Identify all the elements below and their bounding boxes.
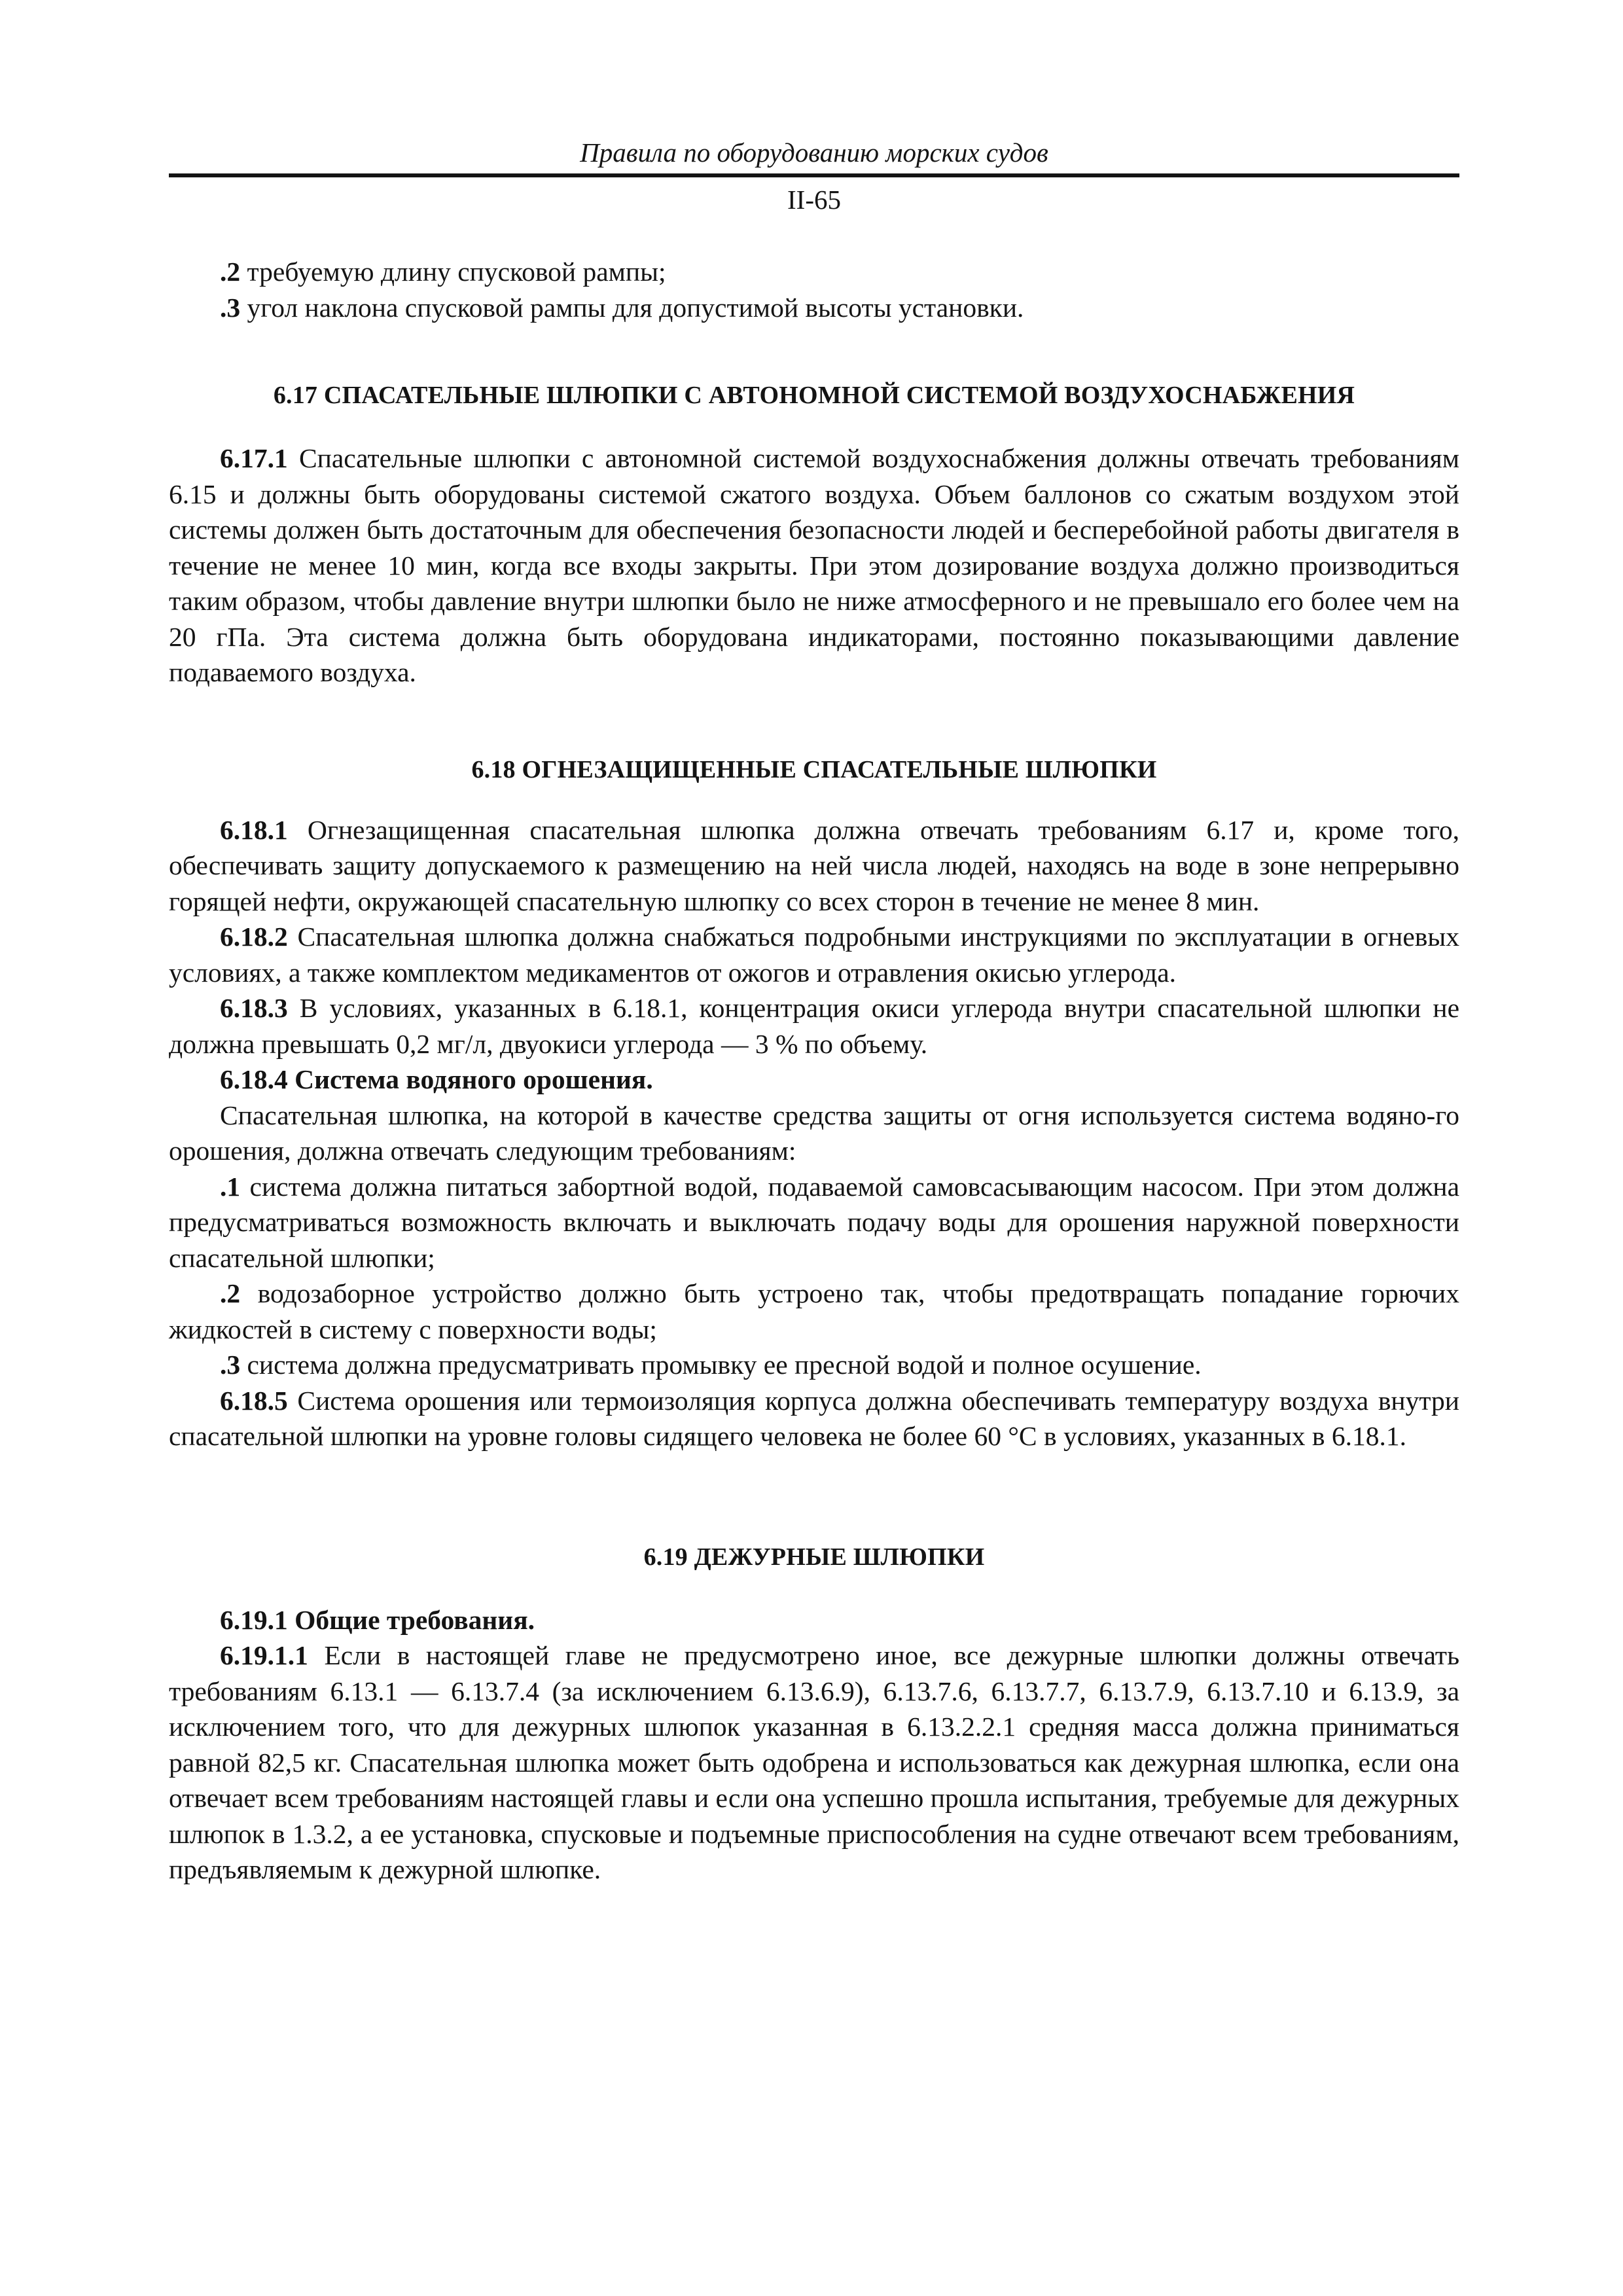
subheading-6-19-1 xyxy=(169,1602,1459,1638)
clause-number: 6.19.1.1 xyxy=(220,1640,308,1670)
item-text: система должна питаться забортной водой, подаваемой самовсасывающим насосом. При этом должна предусматриваться возможность включать и выключать подачу воды для орошения наружной поверхности спасательной шлюпки; xyxy=(169,1171,1459,1273)
item-number: .3 xyxy=(220,1350,241,1380)
header-rule xyxy=(169,173,1459,177)
paragraph-6-18-5 xyxy=(169,1383,1459,1454)
item-text: система должна предусматривать промывку ее пресной водой и полное осушение. xyxy=(240,1350,1202,1380)
list-item xyxy=(169,254,1459,290)
clause-text: В условиях, указанных в 6.18.1, концентрация окиси углерода внутри спасательной шлюпки не должна превышать 0,2 мг/л, двуокиси углерода — 3 % по объему. xyxy=(169,993,1459,1059)
clause-number: 6.18.2 xyxy=(220,922,288,952)
item-number: .1 xyxy=(220,1171,241,1202)
section-heading-6-19: 6.19 ДЕЖУРНЫЕ ШЛЮПКИ xyxy=(643,1543,985,1571)
item-text: водозаборное устройство должно быть устроено так, чтобы предотвращать попадание горючих жидкостей в систему с поверхности воды; xyxy=(169,1278,1459,1344)
paragraph-6-18-3 xyxy=(169,990,1459,1062)
clause-text: Огнезащищенная спасательная шлюпка должна отвечать требованиям 6.17 и, кроме того, обеспечивать защиту допускаемого к размещению на ней числа людей, находясь на воде в зоне непрерывно горящей нефти, окружающей спасательную шлюпку со всех сторон в течение не менее 8 мин. xyxy=(169,814,1459,916)
paragraph-6-18-2 xyxy=(169,919,1459,990)
paragraph-6-19-1-1 xyxy=(169,1638,1459,1888)
list-item xyxy=(169,1276,1459,1347)
subheading-6-18-4 xyxy=(169,1062,1459,1098)
item-number: .2 xyxy=(220,1278,241,1308)
page-number: II-65 xyxy=(787,185,841,215)
clause-number: 6.17.1 xyxy=(220,443,288,473)
item-number: .2 xyxy=(220,257,241,287)
subheading-text: 6.18.4 Система водяного орошения. xyxy=(220,1064,653,1094)
item-text: угол наклона спусковой рампы для допустимой высоты установки. xyxy=(240,292,1024,323)
clause-text: Спасательная шлюпка должна снабжаться подробными инструкциями по эксплуатации в огневых условиях, а также комплектом медикаментов от ожогов и отравления окисью углерода. xyxy=(169,922,1459,988)
clause-number: 6.18.3 xyxy=(220,993,288,1023)
item-number: .3 xyxy=(220,292,241,323)
subheading-text: 6.19.1 Общие требования. xyxy=(220,1604,535,1635)
paragraph-6-18-1 xyxy=(169,812,1459,920)
section-heading-6-17: 6.17 СПАСАТЕЛЬНЫЕ ШЛЮПКИ С АВТОНОМНОЙ СИСТЕМОЙ ВОЗДУХОСНАБЖЕНИЯ xyxy=(273,382,1355,409)
section-heading-6-18: 6.18 ОГНЕЗАЩИЩЕННЫЕ СПАСАТЕЛЬНЫЕ ШЛЮПКИ xyxy=(471,755,1157,783)
clause-text: Система орошения или термоизоляция корпуса должна обеспечивать температуру воздуха внутри спасательной шлюпки на уровне головы сидящего человека не более 60 °С в условиях, указанных в 6.18.1. xyxy=(169,1385,1459,1451)
paragraph-6-18-4-intro: Спасательная шлюпка, на которой в качестве средства защиты от огня используется система водяно-го орошения, должна отвечать следующим требованиям: xyxy=(169,1100,1459,1166)
item-text: требуемую длину спусковой рампы; xyxy=(240,257,666,287)
document-body xyxy=(169,254,1459,1888)
list-item xyxy=(169,1347,1459,1383)
running-header-title: Правила по оборудованию морских судов xyxy=(580,137,1048,168)
paragraph-6-17-1 xyxy=(169,440,1459,691)
clause-number: 6.18.1 xyxy=(220,814,288,845)
clause-number: 6.18.5 xyxy=(220,1385,288,1416)
clause-text: Спасательные шлюпки с автономной системой воздухоснабжения должны отвечать требованиям 6.15 и должны быть оборудованы системой сжатого воздуха. Объем баллонов со сжатым воздухом этой системы должен быть достаточным для обеспечения безопасности людей и бесперебойной работы двигателя в течение не менее 10 мин, когда все входы закрыты. При этом дозирование воздуха должно производиться таким образом, чтобы давление внутри шлюпки было не ниже атмосферного и не превышало его более чем на 20 гПа. Эта система должна быть оборудована индикаторами, постоянно показывающими давление подаваемого воздуха. xyxy=(169,443,1459,687)
list-item xyxy=(169,1169,1459,1276)
clause-text: Если в настоящей главе не предусмотрено иное, все дежурные шлюпки должны отвечать требованиям 6.13.1 — 6.13.7.4 (за исключением 6.13.6.9), 6.13.7.6, 6.13.7.7, 6.13.7.9, 6.13.7.10 и 6.13.9, за исключением того, что для дежурных шлюпок указанная в 6.13.2.2.1 средняя масса должна приниматься равной 82,5 кг. Спасательная шлюпка может быть одобрена и использоваться как дежурная шлюпка, если она отвечает всем требованиям настоящей главы и если она успешно прошла испытания, требуемые для дежурных шлюпок в 1.3.2, а ее установка, спусковые и подъемные приспособления на судне отвечают всем требованиям, предъявляемым к дежурной шлюпке. xyxy=(169,1640,1459,1884)
list-item xyxy=(169,290,1459,326)
